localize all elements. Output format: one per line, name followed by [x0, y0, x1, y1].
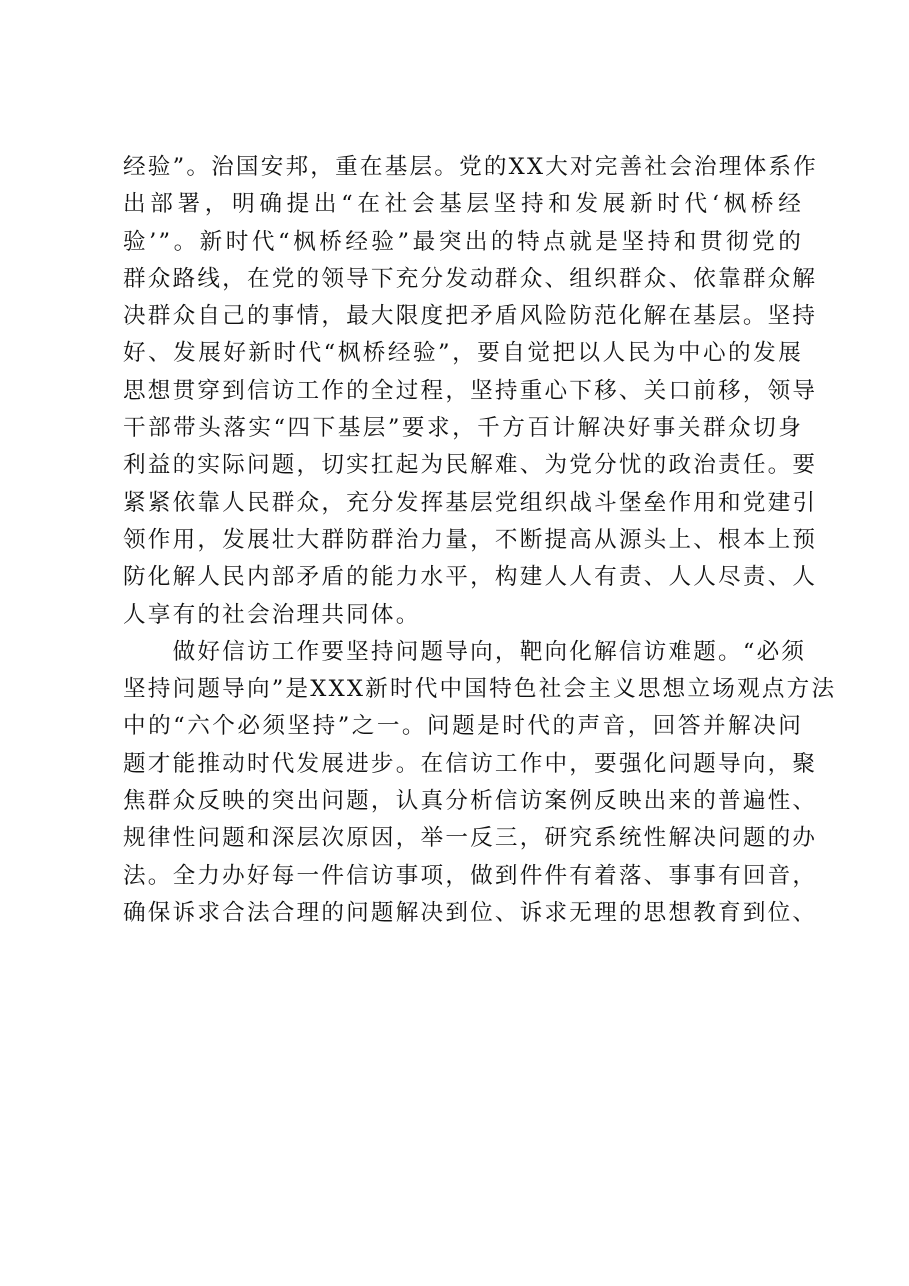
text-line: 出部署，明确提出“在社会基层坚持和发展新时代‘枫桥经 — [123, 191, 803, 218]
text-line: 规律性问题和深层次原因，举一反三，研究系统性解决问题的办 — [123, 825, 818, 852]
document-body — [123, 149, 837, 932]
text-line: 防化解人民内部矛盾的能力水平，构建人人有责、人人尽责、人 — [123, 564, 818, 591]
text-line: 题才能推动时代发展进步。在信访工作中，要强化问题导向，聚 — [123, 750, 818, 777]
text-line: 中的“六个必须坚持”之一。问题是时代的声音，回答并解决问 — [123, 713, 803, 740]
paragraph-1 — [123, 149, 818, 634]
text-line: 人享有的社会治理共同体。 — [123, 601, 421, 628]
text-line: 验’”。新时代“枫桥经验”最突出的特点就是坚持和贯彻党的 — [123, 228, 803, 255]
text-line: 坚持问题导向”是XXX新时代中国特色社会主义思想立场观点方法 — [123, 676, 837, 703]
text-line: 思想贯穿到信访工作的全过程，坚持重心下移、关口前移，领导 — [123, 377, 818, 404]
text-line: 法。全力办好每一件信访事项，做到件件有着落、事事有回音， — [123, 862, 818, 889]
text-line: 紧紧依靠人民群众，充分发挥基层党组织战斗堡垒作用和党建引 — [123, 489, 818, 516]
text-line: 经验”。治国安邦，重在基层。党的XX大对完善社会治理体系作 — [123, 154, 818, 180]
text-line: 做好信访工作要坚持问题导向，靶向化解信访难题。“必须 — [123, 638, 807, 665]
text-line: 决群众自己的事情，最大限度把矛盾风险防范化解在基层。坚持 — [123, 303, 818, 330]
text-line: 干部带头落实“四下基层”要求，千方百计解决好事关群众切身 — [123, 415, 803, 442]
text-line: 群众路线，在党的领导下充分发动群众、组织群众、依靠群众解 — [123, 265, 818, 292]
text-line: 确保诉求合法合理的问题解决到位、诉求无理的思想教育到位、 — [123, 899, 818, 926]
text-line: 利益的实际问题，切实扛起为民解难、为党分忧的政治责任。要 — [123, 452, 818, 479]
text-line: 好、发展好新时代“枫桥经验”，要自觉把以人民为中心的发展 — [123, 340, 803, 367]
text-line: 焦群众反映的突出问题，认真分析信访案例反映出来的普遍性、 — [123, 788, 818, 815]
text-line: 领作用，发展壮大群防群治力量，不断提高从源头上、根本上预 — [123, 526, 818, 553]
paragraph-2 — [123, 634, 837, 932]
